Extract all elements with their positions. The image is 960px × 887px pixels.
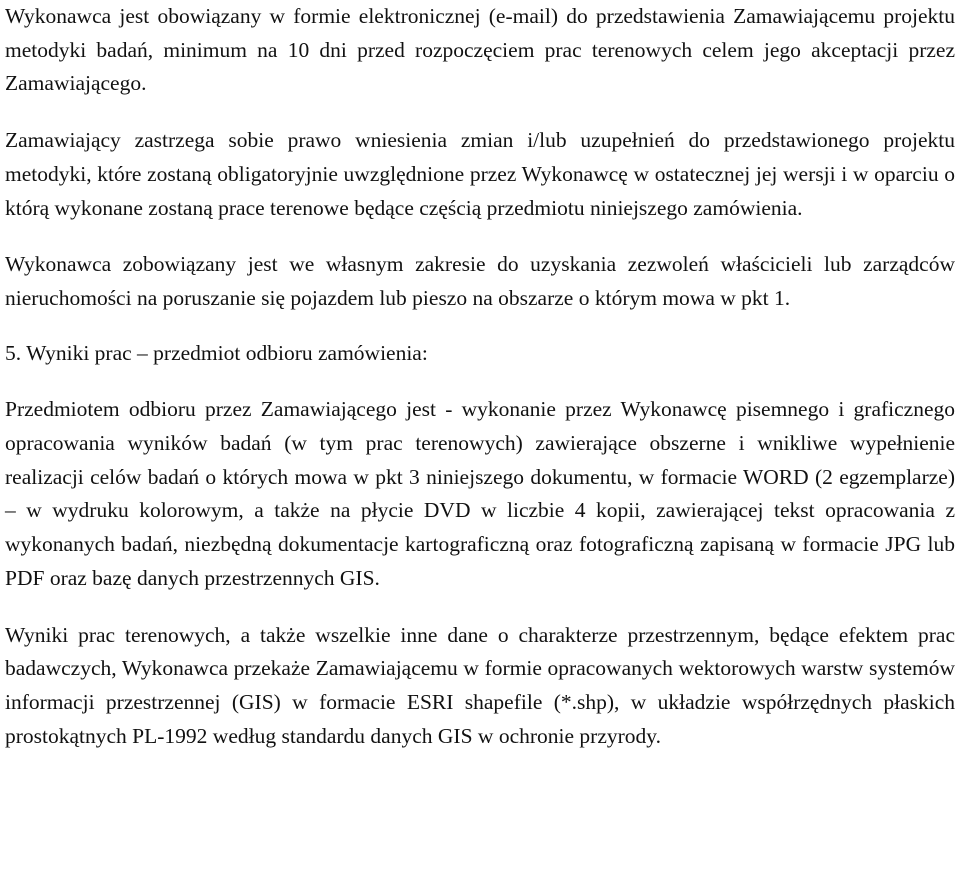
section-heading: 5. Wyniki prac – przedmiot odbioru zamówienia: xyxy=(5,340,428,365)
paragraph-spacer xyxy=(5,101,955,124)
paragraph-deliverables: Przedmiotem odbioru przez Zamawiającego jest - wykonanie przez Wykonawcę pisemnego i graficznego opracowania wyników badań (w tym prac terenowych) zawierające obszerne i wnikliwe wypełnienie realizacji celów badań o których mowa w pkt 3 niniejszego dokumentu, w formacie WORD (2 egzemplarze) – w wydruku kolorowym, a także na płycie DVD w liczbie 4 kopii, zawierającej tekst opracowania z wykonanych badań, niezbędną dokumentacje kartograficzną oraz fotograficzną zapisaną w formacie JPG lub PDF oraz bazę danych przestrzennych GIS. xyxy=(5,397,955,590)
paragraph-permits: Wykonawca zobowiązany jest we własnym zakresie do uzyskania zezwoleń właścicieli lub zarządców nieruchomości na poruszanie się pojazdem lub pieszo na obszarze o którym mowa w pkt 1. xyxy=(5,252,955,310)
paragraph-spacer xyxy=(5,596,955,619)
paragraph-gis-format: Wyniki prac terenowych, a także wszelkie inne dane o charakterze przestrzennym, będące efektem prac badawczych, Wykonawca przekaże Zamawiającemu w formie opracowanych wektorowych warstw systemów informacji przestrzennej (GIS) w formacie ESRI shapefile (*.shp), w układzie współrzędnych płaskich prostokątnych PL-1992 według standardu danych GIS w ochronie przyrody. xyxy=(5,622,955,748)
paragraph-spacer xyxy=(5,370,955,393)
paragraph-methodology-submission: Wykonawca jest obowiązany w formie elektronicznej (e-mail) do przedstawienia Zamawiającemu projektu metodyki badań, minimum na 10 dni przed rozpoczęciem prac terenowych celem jego akceptacji przez Zamawiającego. xyxy=(5,4,955,96)
paragraph-changes-reservation: Zamawiający zastrzega sobie prawo wniesienia zmian i/lub uzupełnień do przedstawionego projektu metodyki, które zostaną obligatoryjnie uwzględnione przez Wykonawcę w ostatecznej jej wersji i w oparciu o którą wykonane zostaną prace terenowe będące częścią przedmiotu niniejszego zamówienia. xyxy=(5,128,955,220)
paragraph-spacer xyxy=(5,225,955,248)
document-page xyxy=(5,0,955,753)
paragraph-spacer xyxy=(5,316,955,337)
